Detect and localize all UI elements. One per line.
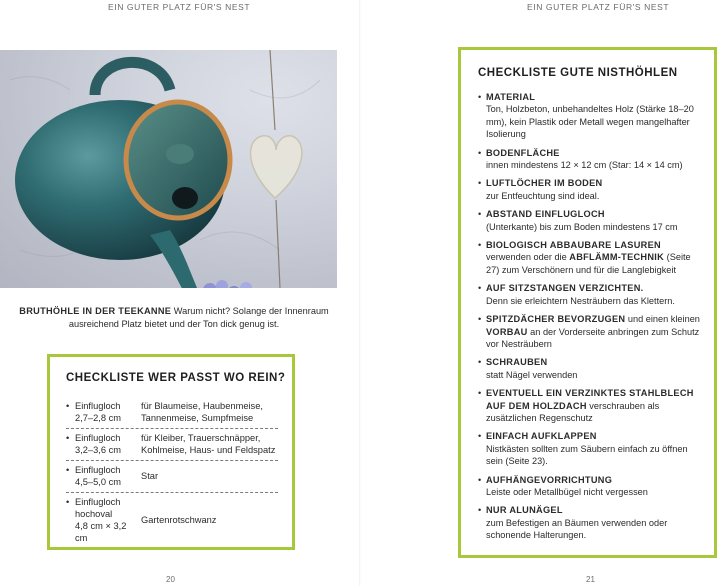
hole-value: 2,7–2,8 cm — [75, 413, 121, 423]
list-item — [478, 147, 703, 172]
item-text: Denn sie erleichtern Nesträubern das Klettern. — [486, 295, 675, 306]
bird-species: für Blaumeise, Haubenmeise, Tannenmeise, Sumpfmeise — [141, 401, 263, 423]
bullet-icon: • — [478, 474, 482, 485]
fit-table — [66, 397, 278, 548]
checklist-fit-title: CHECKLISTE WER PASST WO REIN? — [66, 372, 286, 384]
list-item — [478, 313, 703, 350]
bird-species: für Kleiber, Trauerschnäpper, Kohlmeise, Haus- und Feldspatz — [141, 433, 276, 455]
list-item — [478, 282, 703, 307]
page-number-left: 20 — [166, 575, 175, 584]
hole-size — [75, 432, 141, 456]
item-heading: SPITZDÄCHER BEVORZUGEN — [486, 314, 626, 325]
bullet-icon: • — [478, 505, 482, 516]
item-heading: ABSTAND EINFLUGLOCH — [486, 209, 605, 220]
bullet-icon: • — [478, 147, 482, 158]
running-head-left: EIN GUTER PLATZ FÜR'S NEST — [108, 2, 251, 12]
item-text-part: verschrauben als zusätzlichen Regenschutz — [486, 400, 660, 423]
bullet-icon: • — [478, 178, 482, 189]
list-item — [478, 177, 703, 202]
bullet-icon: • — [66, 401, 70, 411]
list-item — [478, 239, 703, 276]
bullet-icon: • — [478, 431, 482, 442]
caption-lead: BRUTHÖHLE IN DER TEEKANNE — [19, 306, 172, 316]
list-item — [478, 474, 703, 499]
list-item — [478, 504, 703, 541]
teapot-nest-photo — [0, 50, 337, 288]
item-heading: BODENFLÄCHE — [486, 147, 560, 158]
item-heading: SCHRAUBEN — [486, 357, 548, 368]
item-inline-bold: ABFLÄMM-TECHNIK — [569, 252, 665, 263]
hole-label: Einflugloch — [75, 497, 121, 507]
photo-caption — [14, 305, 334, 331]
hole-size — [75, 400, 141, 424]
item-text-part: (Seite 27) zum Verschönern und für die Langlebigkeit — [486, 252, 691, 275]
item-text: Leiste oder Metallbügel nicht vergessen — [486, 486, 648, 497]
item-text — [486, 251, 703, 276]
hole-value: 4,8 cm × 3,2 cm — [75, 521, 127, 543]
item-heading: AUFHÄNGEVORRICHTUNG — [486, 474, 613, 485]
bird-species: Gartenrotschwanz — [141, 515, 217, 525]
checklist-nest-box — [458, 47, 717, 558]
bullet-icon: • — [478, 209, 482, 220]
item-heading: MATERIAL — [486, 92, 536, 102]
hole-label: Einflugloch — [75, 465, 121, 475]
bullet-icon: • — [478, 357, 482, 368]
table-row — [66, 428, 278, 460]
item-heading: NUR ALUNÄGEL — [486, 505, 563, 516]
hole-label: Einflugloch — [75, 401, 121, 411]
item-text-part: an der Vorderseite anbringen zum Schutz vor Nesträubern — [486, 326, 700, 349]
item-text-part: verwenden oder die — [486, 252, 570, 263]
caption-text: Warum nicht? Solange der Innenraum ausreichend Platz bietet und der Ton dick genug ist. — [68, 306, 329, 329]
item-text: zur Entfeuchtung sind ideal. — [486, 190, 600, 201]
page-number-right: 21 — [586, 575, 595, 584]
bullet-icon: • — [478, 92, 482, 102]
list-item — [478, 430, 703, 467]
bullet-icon: • — [66, 465, 70, 475]
checklist-nest-title: CHECKLISTE GUTE NISTHÖHLEN — [478, 67, 678, 79]
item-heading: LUFTLÖCHER IM BODEN — [486, 178, 603, 189]
table-row — [66, 460, 278, 492]
table-row — [66, 397, 278, 428]
bullet-icon: • — [478, 388, 482, 399]
bird-species: Star — [141, 471, 159, 481]
hole-size — [75, 464, 141, 488]
hole-label: Einflugloch — [75, 433, 121, 443]
hole-value: 4,5–5,0 cm — [75, 477, 121, 487]
hole-size — [75, 496, 141, 544]
checklist — [478, 91, 703, 548]
running-head-right: EIN GUTER PLATZ FÜR'S NEST — [527, 2, 670, 12]
checklist-fit-box — [47, 354, 295, 550]
bullet-icon: • — [66, 433, 70, 443]
hole-value: 3,2–3,6 cm — [75, 445, 121, 455]
hole-shape: hochoval — [75, 509, 113, 519]
item-text: statt Nägel verwenden — [486, 369, 578, 380]
item-text: Nistkästen sollten zum Säubern einfach zu öffnen sein (Seite 23). — [486, 443, 688, 467]
item-text: innen mindestens 12 × 12 cm (Star: 14 × 14 cm) — [486, 160, 683, 171]
item-text: zum Befestigen an Bäumen verwenden oder schonende Halterungen. — [486, 517, 668, 541]
item-text: Ton, Holzbeton, unbehandeltes Holz (Stärke 18–20 mm), kein Plastik oder Metall wegen mangelhafter Isolierung — [486, 104, 694, 140]
table-row — [66, 492, 278, 548]
item-text: (Unterkante) bis zum Boden mindestens 17 cm — [486, 221, 678, 232]
item-inline-bold: VORBAU — [486, 326, 528, 337]
bullet-icon: • — [478, 283, 482, 294]
item-heading: EINFACH AUFKLAPPEN — [486, 431, 597, 442]
list-item — [478, 91, 703, 141]
bullet-icon: • — [478, 314, 482, 325]
list-item — [478, 356, 703, 381]
right-page — [360, 0, 720, 586]
bullet-icon: • — [478, 240, 482, 251]
list-item — [478, 208, 703, 233]
item-heading: BIOLOGISCH ABBAUBARE LASUREN — [486, 240, 661, 251]
bullet-icon: • — [66, 497, 70, 507]
item-heading: AUF SITZSTANGEN VERZICHTEN. — [486, 283, 644, 294]
item-text-part: und einen kleinen — [625, 314, 700, 325]
list-item — [478, 387, 703, 424]
item-heading: EVENTUELL EIN VERZINKTES STAHLBLECH AUF DEM HOLZDACH — [486, 388, 694, 411]
